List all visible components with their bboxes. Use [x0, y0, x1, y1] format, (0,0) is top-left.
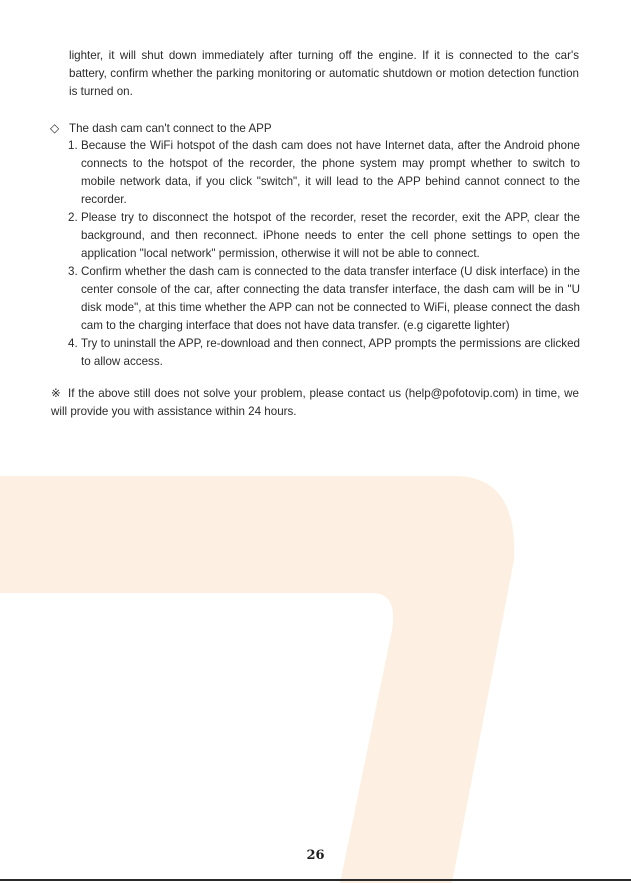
list-item	[68, 335, 580, 371]
list-item-number: 1.	[68, 139, 78, 152]
list-item-number: 3.	[68, 265, 78, 278]
page-number: 26	[306, 848, 325, 863]
reference-mark-icon: ※	[51, 387, 61, 400]
bottom-divider	[0, 879, 631, 881]
section-heading	[50, 119, 580, 138]
list-item	[68, 137, 580, 209]
list-item	[68, 209, 580, 263]
section-heading-text: The dash cam can't connect to the APP	[69, 122, 272, 135]
intro-paragraph: lighter, it will shut down immediately after turning off the engine. If it is connected to the car's battery, confirm whether the parking monitoring or automatic shutdown or motion detection function is turned on.	[69, 49, 579, 98]
support-note-text: If the above still does not solve your problem, please contact us (help@pofotovip.com) in time, we will provide you with assistance within 24 hours.	[51, 387, 579, 418]
diamond-bullet-icon: ◇	[50, 121, 60, 135]
list-item-number: 2.	[68, 211, 78, 224]
list-item-text: Confirm whether the dash cam is connected to the data transfer interface (U disk interface) in the center console of the car, after connecting the data transfer interface, the dash cam will be in "U disk mode", at this time whether the APP can not be connected to WiFi, please connect the dash cam to the charging interface that does not have data transfer. (e.g cigarette lighter)	[81, 265, 580, 332]
support-note	[51, 385, 579, 421]
troubleshooting-list	[68, 137, 580, 371]
list-item-number: 4.	[68, 337, 78, 350]
list-item	[68, 263, 580, 335]
list-item-text: Try to uninstall the APP, re-download and then connect, APP prompts the permissions are clicked to allow access.	[81, 337, 580, 368]
list-item-text: Please try to disconnect the hotspot of the recorder, reset the recorder, exit the APP, clear the background, and then reconnect. iPhone needs to enter the cell phone settings to open the application "local network" permission, otherwise it will not be able to connect.	[81, 211, 580, 260]
list-item-text: Because the WiFi hotspot of the dash cam does not have Internet data, after the Android phone connects to the hotspot of the recorder, the phone system may prompt whether to switch to mobile network data, if you click "switch", it will lead to the APP behind cannot connect to the recorder.	[81, 139, 580, 206]
